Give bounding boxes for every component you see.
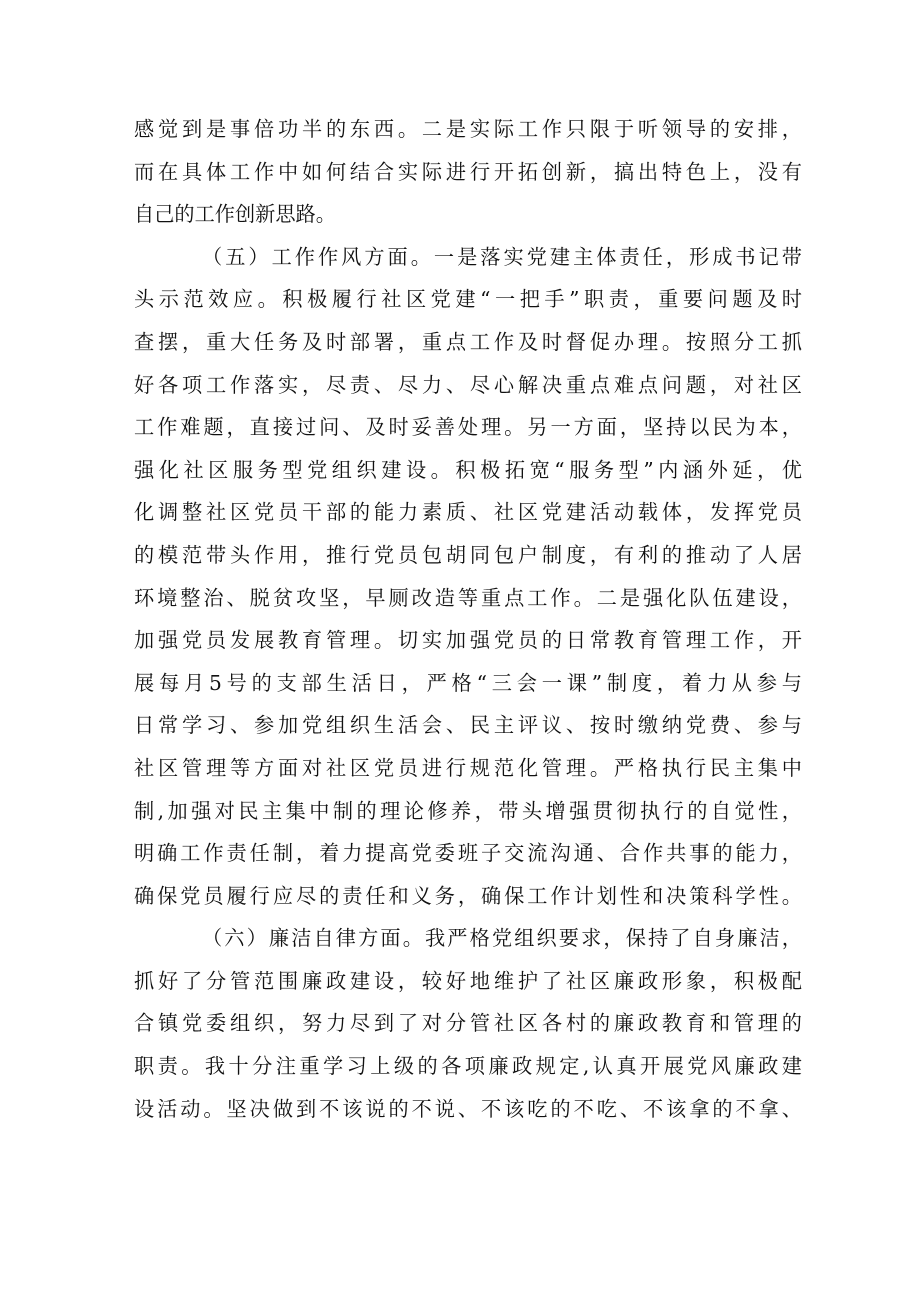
text-line: 合镇党委组织，努力尽到了对分管社区各村的廉政教育和管理的	[134, 1011, 802, 1036]
text-line: 环境整治、脱贫攻坚，早厕改造等重点工作。二是强化队伍建设，	[134, 585, 802, 610]
text-line: 展每月5号的支部生活日，严格“三会一课”制度，着力从参与	[134, 670, 802, 695]
text-line: 的模范带头作用，推行党员包胡同包户制度，有利的推动了人居	[134, 542, 802, 567]
text-line: 社区管理等方面对社区党员进行规范化管理。严格执行民主集中	[134, 755, 802, 780]
text-line: 日常学习、参加党组织生活会、民主评议、按时缴纳党费、参与	[134, 713, 802, 738]
text-line: 设活动。坚决做到不该说的不说、不该吃的不吃、不该拿的不拿、	[134, 1096, 802, 1121]
text-line: 感觉到是事倍功半的东西。二是实际工作只限于听领导的安排，	[134, 117, 802, 141]
text-line: 抓好了分管范围廉政建设，较好地维护了社区廉政形象，积极配	[134, 968, 802, 993]
text-line: 工作难题，直接过问、及时妥善处理。另一方面，坚持以民为本，	[134, 415, 802, 440]
text-line: 加强党员发展教育管理。切实加强党员的日常教育管理工作，开	[134, 628, 802, 653]
text-line: 好各项工作落实，尽责、尽力、尽心解决重点难点问题，对社区	[134, 372, 802, 397]
paragraph-start-line: （五）工作作风方面。一是落实党建主体责任，形成书记带	[202, 244, 802, 269]
body-text	[134, 108, 802, 1130]
text-line: 职责。我十分注重学习上级的各项廉政规定,认真开展党风廉政建	[134, 1054, 802, 1079]
paragraph-start-line: （六）廉洁自律方面。我严格党组织要求，保持了自身廉洁，	[202, 926, 802, 951]
text-line: 而在具体工作中如何结合实际进行开拓创新，搞出特色上，没有	[134, 159, 802, 184]
text-line: 确保党员履行应尽的责任和义务，确保工作计划性和决策科学性。	[134, 883, 802, 908]
text-line: 制,加强对民主集中制的理论修养，带头增强贯彻执行的自觉性，	[134, 798, 802, 823]
text-line: 强化社区服务型党组织建设。积极拓宽“服务型”内涵外延，优	[134, 457, 802, 482]
text-line: 头示范效应。积极履行社区党建“一把手”职责，重要问题及时	[134, 287, 802, 312]
text-line: 自己的工作创新思路。	[134, 202, 336, 227]
text-line: 化调整社区党员干部的能力素质、社区党建活动载体，发挥党员	[134, 500, 802, 525]
text-line: 明确工作责任制，着力提高党委班子交流沟通、合作共事的能力，	[134, 841, 802, 866]
text-line: 查摆，重大任务及时部署，重点工作及时督促办理。按照分工抓	[134, 329, 802, 354]
